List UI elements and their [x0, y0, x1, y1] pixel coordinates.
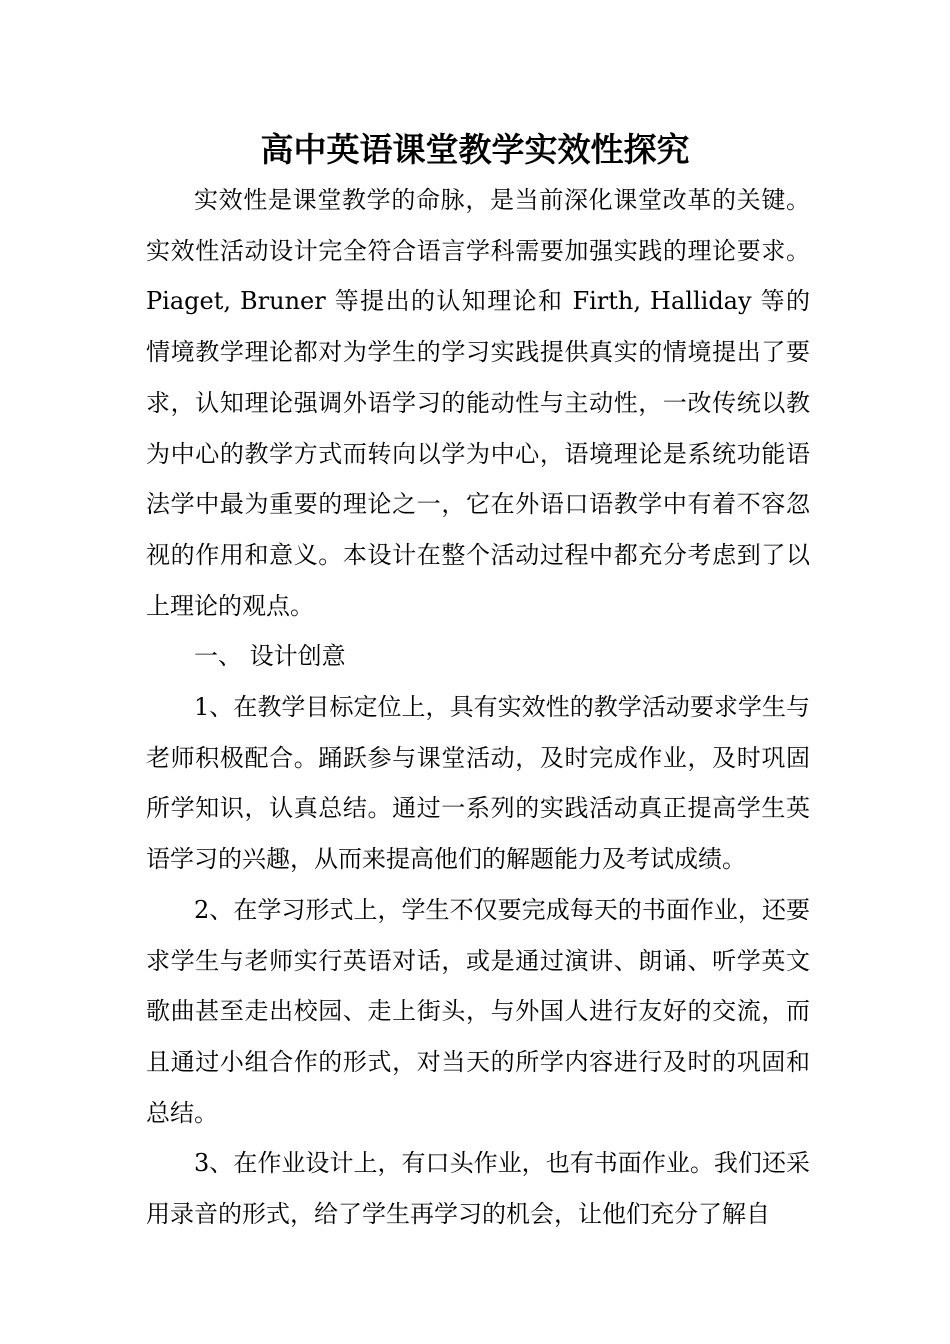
paragraph-point-3: 3、在作业设计上，有口头作业，也有书面作业。我们还采用录音的形式，给了学生再学习的机会，让他们充分了解自 — [146, 1149, 810, 1229]
paragraph-point-1: 1、在教学目标定位上，具有实效性的教学活动要求学生与老师积极配合。踊跃参与课堂活动，及时完成作业，及时巩固所学知识，认真总结。通过一系列的实践活动真正提高学生英语学习的兴趣，从而来提高他们的解题能力及考试成绩。 — [146, 693, 810, 874]
paragraph-intro: 实效性是课堂教学的命脉，是当前深化课堂改革的关键。实效性活动设计完全符合语言学科需要加强实践的理论要求。Piaget, Bruner 等提出的认知理论和 Firth, Halliday 等的情境教学理论都对为学生的学习实践提供真实的情境提出了要求，认知理论强调外语学习的能动性与主动性，一改传统以教为中心的教学方式而转向以学为中心，语境理论是系统功能语法学中最为重要的理论之一，它在外语口语教学中有着不容忽视的作用和意义。本设计在整个活动过程中都充分考虑到了以上理论的观点。 — [146, 186, 810, 620]
paragraph-point-2: 2、在学习形式上，学生不仅要完成每天的书面作业，还要求学生与老师实行英语对话，或是通过演讲、朗诵、听学英文歌曲甚至走出校园、走上街头，与外国人进行友好的交流，而且通过小组合作的形式，对当天的所学内容进行及时的巩固和总结。 — [146, 895, 810, 1127]
section-heading-design: 一、 设计创意 — [194, 642, 346, 671]
document-body — [146, 175, 810, 1240]
document-title: 高中英语课堂教学实效性探究 — [260, 130, 690, 169]
